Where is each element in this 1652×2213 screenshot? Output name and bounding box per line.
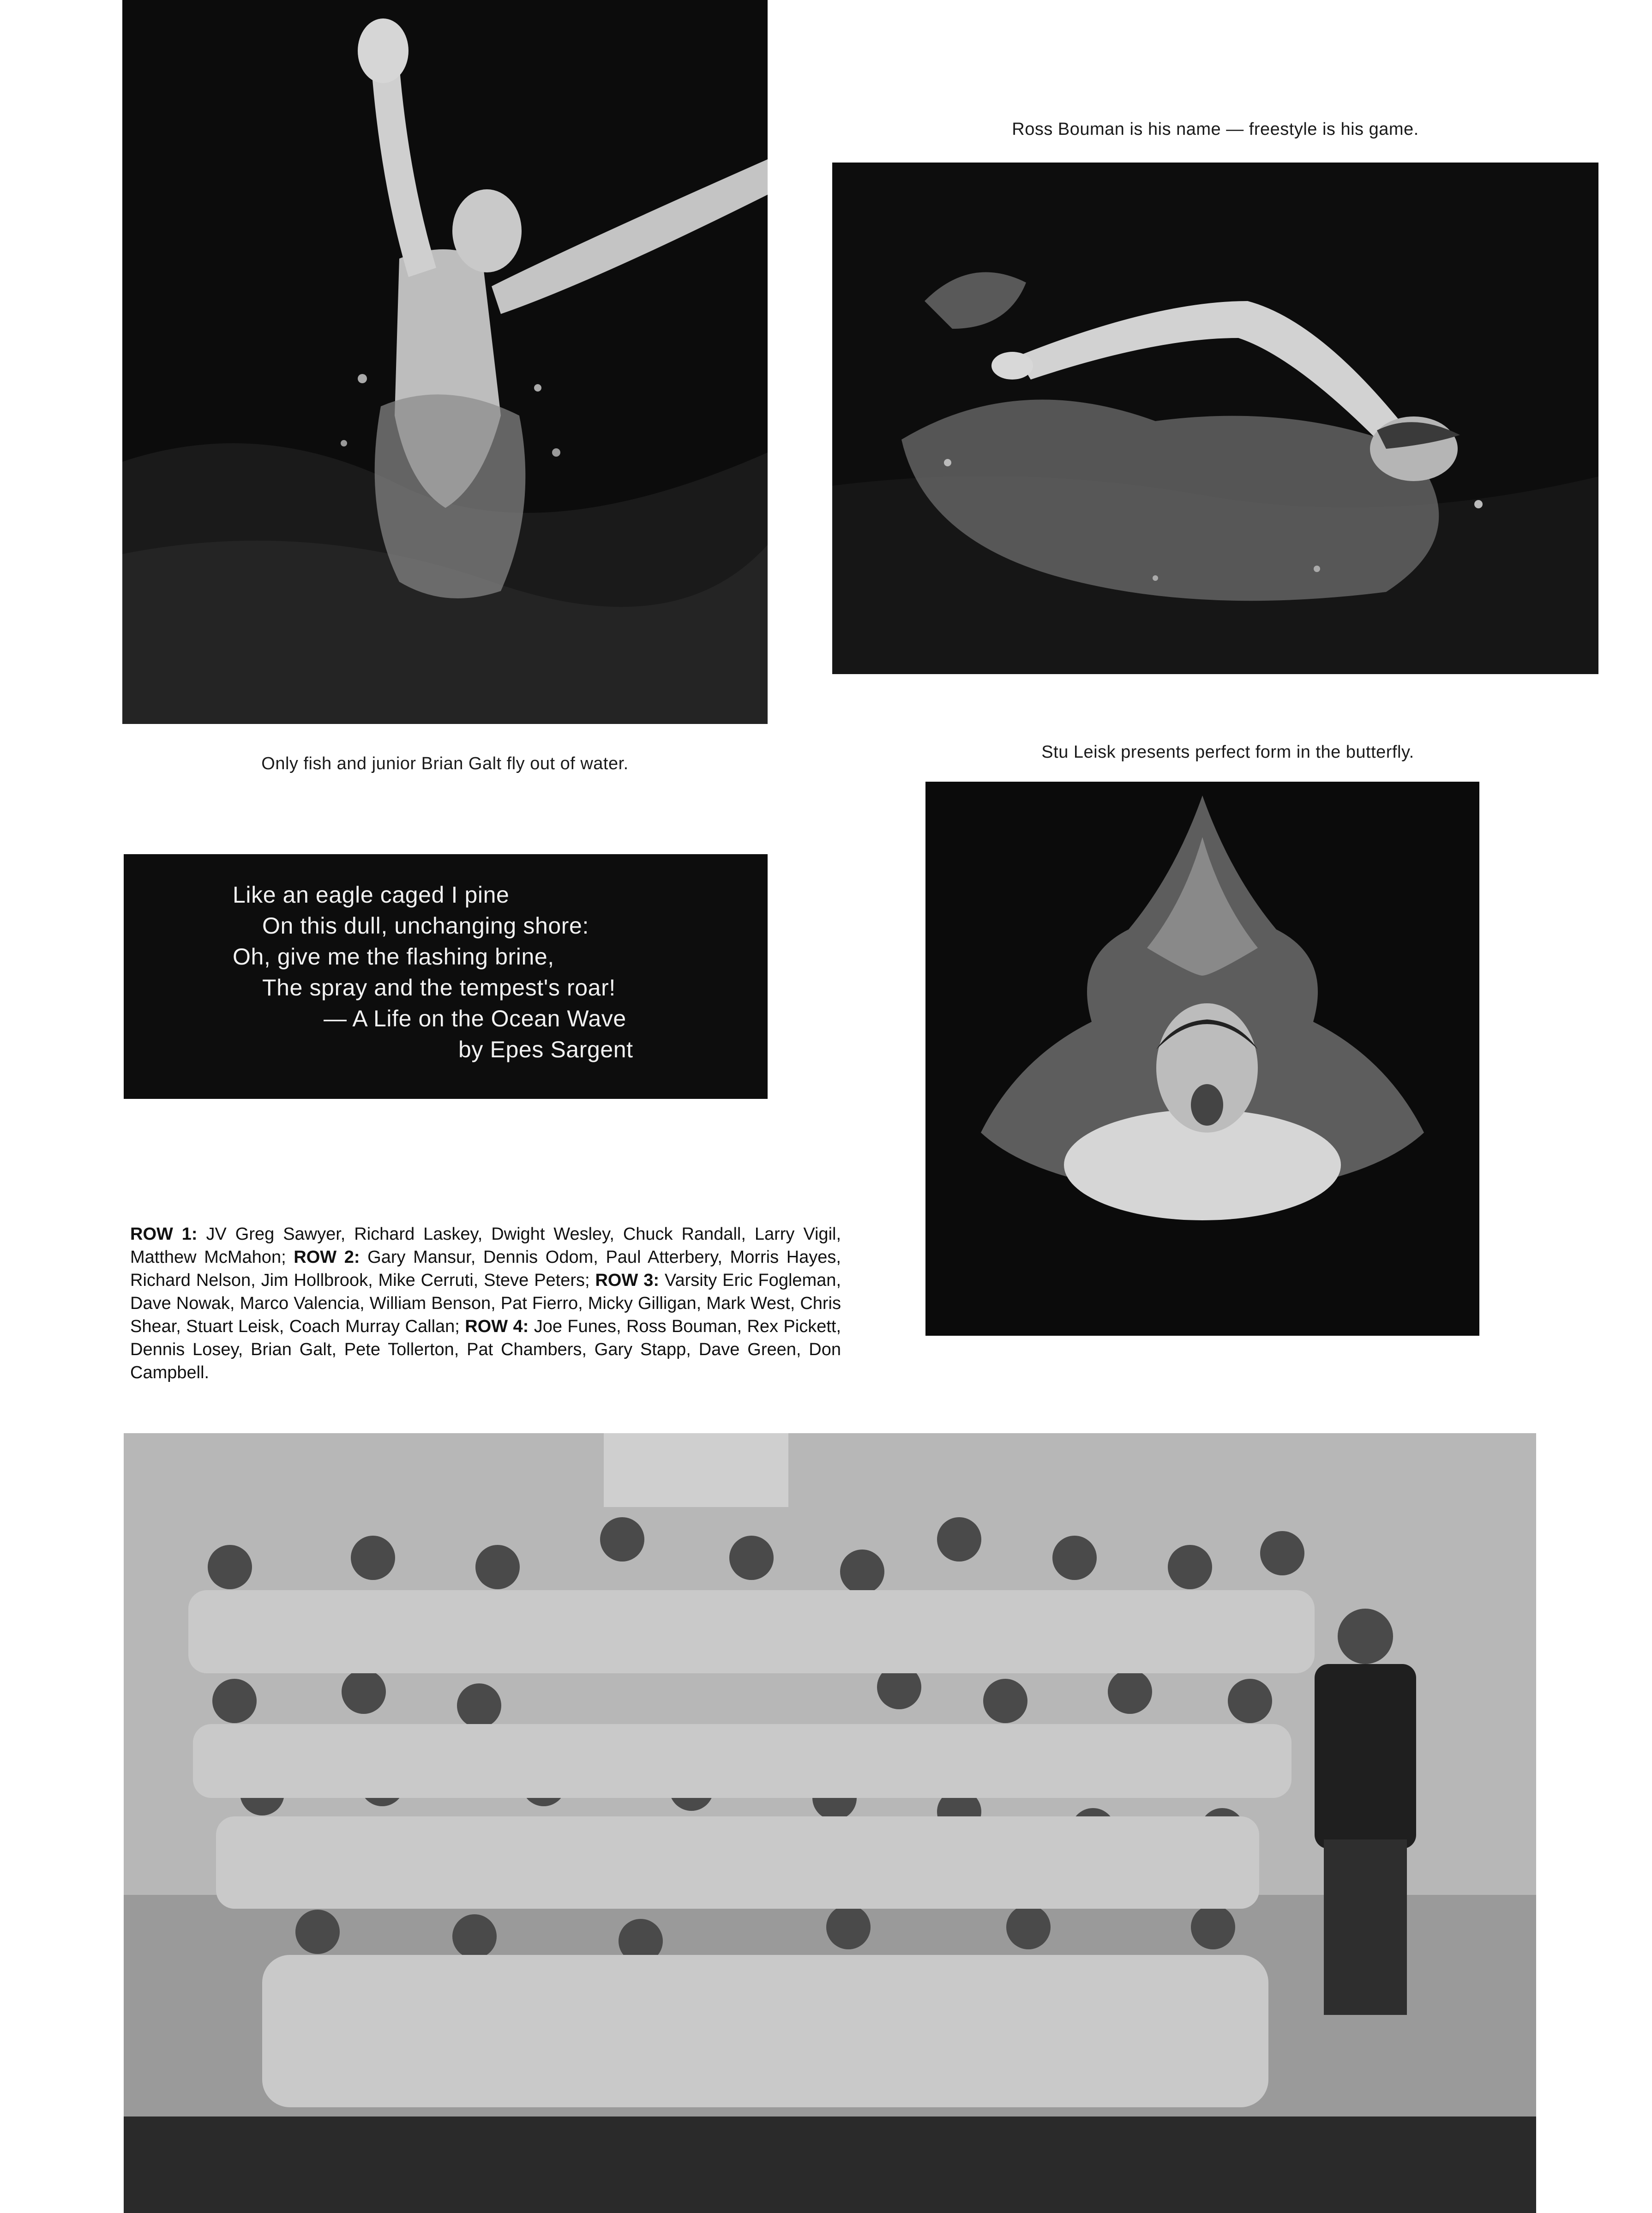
poem-box: [124, 854, 768, 1099]
caption-stu-leisk: Stu Leisk presents perfect form in the butterfly.: [1041, 742, 1414, 762]
poem-line-2: On this dull, unchanging shore:: [262, 913, 589, 939]
roster-row1-label: ROW 1:: [130, 1224, 198, 1244]
roster-row4-label: ROW 4:: [465, 1317, 529, 1336]
roster-row4-names: Joe Funes, Ross Bouman, Rex Pickett, Dennis Losey, Brian Galt, Pete Tollerton, Pat Chambers, Gary Stapp, Dave Green, Don Campbell.: [130, 1317, 841, 1382]
photo-brian-galt: [122, 0, 768, 724]
poem-attribution-author: by Epes Sargent: [458, 1037, 633, 1062]
team-roster: [130, 1223, 841, 1384]
photo-ross-bouman: [832, 163, 1598, 674]
caption-ross-bouman: Ross Bouman is his name — freestyle is his game.: [1012, 120, 1419, 139]
caption-brian-galt: Only fish and junior Brian Galt fly out of water.: [261, 754, 629, 773]
poem-line-1: Like an eagle caged I pine: [233, 882, 510, 908]
photo-swim-team: [124, 1433, 1536, 2213]
roster-row2-names: Gary Mansur, Dennis Odom, Paul Atterbery, Morris Hayes, Richard Nelson, Jim Hollbrook, Mike Cerruti, Steve Peters;: [130, 1248, 841, 1290]
photo-stu-leisk: [925, 782, 1479, 1336]
roster-row3-names: Varsity Eric Fogleman, Dave Nowak, Marco Valencia, William Benson, Pat Fierro, Micky Gilligan, Mark West, Chris Shear, Stuart Leisk, Coach Murray Callan;: [130, 1271, 841, 1336]
poem-attribution-title: — A Life on the Ocean Wave: [324, 1006, 626, 1031]
roster-row3-label: ROW 3:: [595, 1271, 660, 1290]
roster-row2-label: ROW 2:: [294, 1248, 360, 1267]
poem-line-4: The spray and the tempest's roar!: [262, 975, 616, 1001]
poem-line-3: Oh, give me the flashing brine,: [233, 944, 554, 970]
roster-row1-names: JV Greg Sawyer, Richard Laskey, Dwight Wesley, Chuck Randall, Larry Vigil, Matthew McMahon;: [130, 1224, 841, 1267]
